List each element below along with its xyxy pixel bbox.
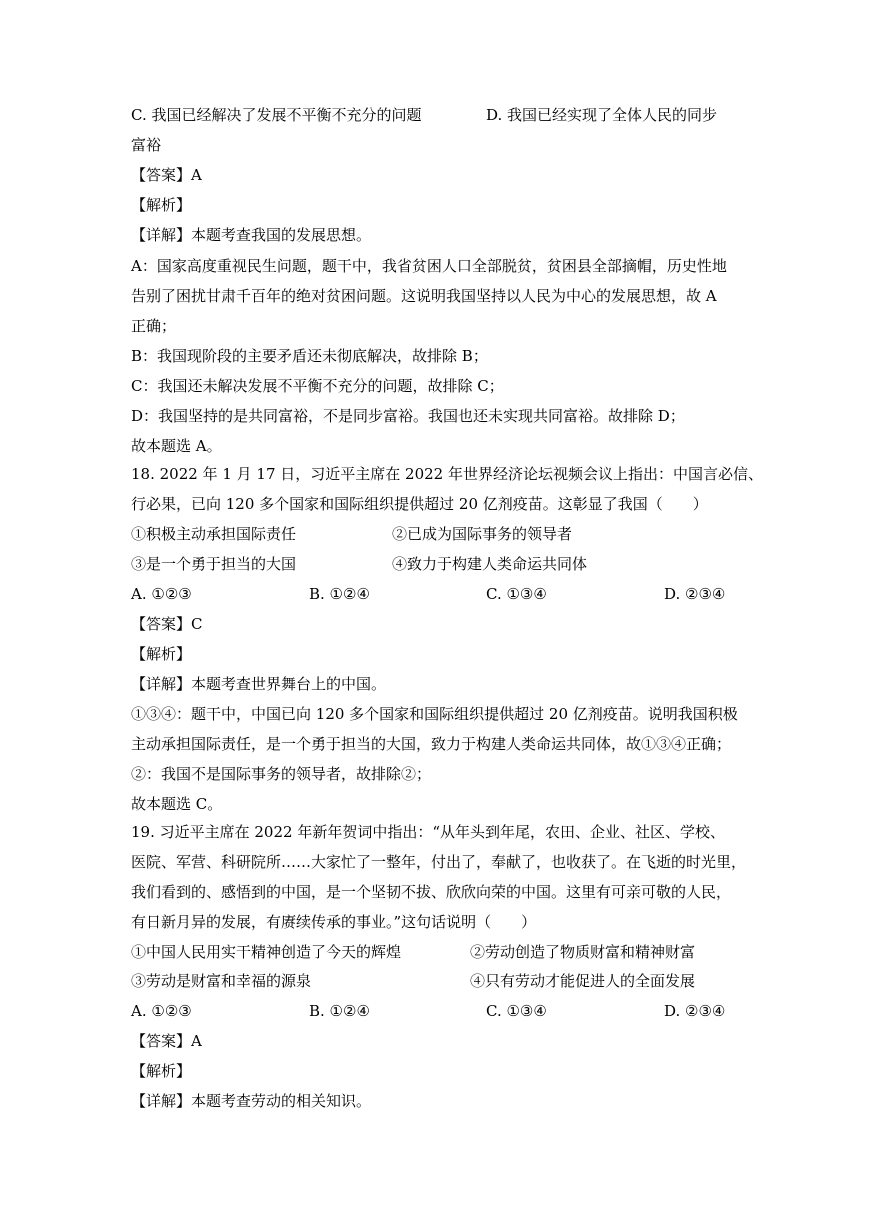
question-18-stem: 行必果，已向 120 多个国家和国际组织提供超过 20 亿剂疫苗。这彰显了我国（ ） — [131, 495, 708, 513]
text-line: B：我国现阶段的主要矛盾还未彻底解决，故排除 B； — [131, 347, 488, 365]
text-line: 主动承担国际责任，是一个勇于担当的大国，致力于构建人类命运共同体，故①③④正确； — [131, 735, 732, 753]
q19-statement-4: ④只有劳动才能促进人的全面发展 — [470, 972, 696, 990]
text-line: 正确； — [131, 317, 177, 335]
q19-option-d: D. ②③④ — [664, 1002, 726, 1020]
q19-statement-1: ①中国人民用实干精神创造了今天的辉煌 — [131, 943, 402, 961]
answer-label: 【答案】A — [131, 166, 202, 184]
question-19-stem: 医院、军营、科研院所……大家忙了一整年，付出了，奉献了，也收获了。在飞逝的时光里， — [131, 853, 747, 871]
q19-option-a: A. ①②③ — [131, 1002, 192, 1020]
answer-label: 【答案】A — [131, 1032, 202, 1050]
text-line: 故本题选 C。 — [131, 795, 223, 813]
question-19-stem: 有日新月异的发展，有赓续传承的事业。”这句话说明（ ） — [131, 913, 537, 931]
text-line: D：我国坚持的是共同富裕，不是同步富裕。我国也还未实现共同富裕。故排除 D； — [131, 407, 685, 425]
detail-label: 【详解】本题考查世界舞台上的中国。 — [131, 675, 387, 693]
q19-statement-3: ③劳动是财富和幸福的源泉 — [131, 972, 312, 990]
text-line: A：国家高度重视民生问题，题干中，我省贫困人口全部脱贫，贫困县全部摘帽，历史性地 — [131, 257, 727, 275]
q19-statement-2: ②劳动创造了物质财富和精神财富 — [470, 943, 696, 961]
detail-label: 【详解】本题考查我国的发展思想。 — [131, 226, 372, 244]
q19-option-c: C. ①③④ — [486, 1002, 547, 1020]
q18-option-c: C. ①③④ — [486, 585, 547, 603]
q18-statement-1: ①积极主动承担国际责任 — [131, 525, 297, 543]
question-19-stem: 19. 习近平主席在 2022 年新年贺词中指出：“从年头到年尾，农田、企业、社区、学校、 — [131, 823, 726, 841]
analysis-label: 【解析】 — [131, 645, 192, 663]
q18-statement-3: ③是一个勇于担当的大国 — [131, 555, 297, 573]
q18-option-a: A. ①②③ — [131, 585, 192, 603]
text-line: 告别了困扰甘肃千百年的绝对贫困问题。这说明我国坚持以人民为中心的发展思想，故 A — [131, 287, 717, 305]
analysis-label: 【解析】 — [131, 1062, 192, 1080]
q18-statement-4: ④致力于构建人类命运共同体 — [392, 555, 588, 573]
text-line: ②：我国不是国际事务的领导者，故排除②； — [131, 765, 432, 783]
q18-option-d: D. ②③④ — [664, 585, 726, 603]
detail-label: 【详解】本题考查劳动的相关知识。 — [131, 1092, 372, 1110]
q18-option-b: B. ①②④ — [309, 585, 370, 603]
question-18-stem: 18. 2022 年 1 月 17 日，习近平主席在 2022 年世界经济论坛视频会议上指出：中国言必信、 — [131, 465, 763, 483]
analysis-label: 【解析】 — [131, 196, 192, 214]
option-c-q17: C. 我国已经解决了发展不平衡不充分的问题 — [131, 106, 422, 124]
q18-statement-2: ②已成为国际事务的领导者 — [392, 525, 573, 543]
answer-label: 【答案】C — [131, 615, 203, 633]
text-line: 富裕 — [131, 136, 162, 154]
q19-option-b: B. ①②④ — [309, 1002, 370, 1020]
option-d-q17: D. 我国已经实现了全体人民的同步 — [486, 106, 718, 124]
question-19-stem: 我们看到的、感悟到的中国，是一个坚韧不拔、欣欣向荣的中国。这里有可亲可敬的人民， — [131, 883, 732, 901]
text-line: 故本题选 A。 — [131, 437, 222, 455]
text-line: C：我国还未解决发展不平衡不充分的问题，故排除 C； — [131, 377, 504, 395]
text-line: ①③④：题干中，中国已向 120 多个国家和国际组织提供超过 20 亿剂疫苗。说明我国积极 — [131, 705, 738, 723]
